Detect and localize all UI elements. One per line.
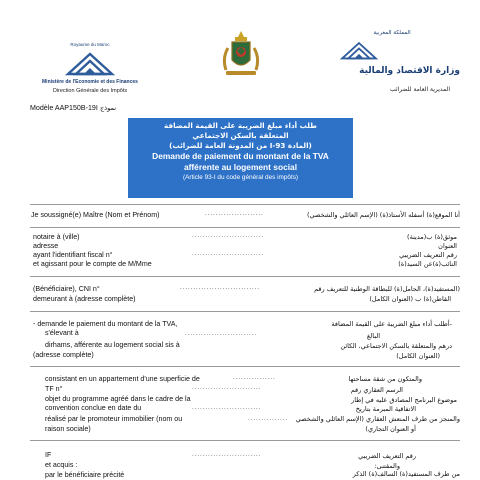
divider xyxy=(30,440,460,441)
divider xyxy=(30,311,460,312)
divider xyxy=(30,366,460,367)
identifiant-label: ayant l'identifiant fiscal n° xyxy=(33,251,113,259)
objet-label: objet du programme agréé dans le cadre de la xyxy=(45,395,191,403)
tf-label-ar: الرسم العقاري رقم xyxy=(350,386,403,394)
acquis-label-ar: والمقتنى: xyxy=(374,462,400,470)
je-soussigne-label-ar: أنا الموقع(ة) أسفله الأستاذ(ة) (الإسم العائلي والشخصي) xyxy=(306,211,460,219)
convention-date-field[interactable]: .......................... xyxy=(192,405,262,411)
demande-label-ar: -أطلب أداء مبلغ الضريبة على القيمة المضافة xyxy=(331,320,452,328)
objet-label-ar: موضوع البرنامج المصادق عليه في إطار xyxy=(351,396,457,404)
title-ar-line1: طلب أداء مبلغ الضريبة على القيمة المضافة xyxy=(164,121,317,130)
identifiant-label-ar: رقم التعريف الضريبي xyxy=(399,251,457,259)
acquis-label: et acquis : xyxy=(45,461,78,469)
right-logo-direction: المديرية العامة للضرائب xyxy=(390,86,450,93)
title-box xyxy=(128,118,353,198)
title-fr-line1: Demande de paiement du montant de la TVA xyxy=(152,151,329,161)
dirhams-label-ar: درهم والمتعلقة بالسكن الاجتماعي، الكائن xyxy=(340,342,452,350)
left-logo xyxy=(20,18,160,96)
divider xyxy=(30,227,460,228)
title-ar-line2: المتعلقة بالسكن الاجتماعي xyxy=(192,131,289,140)
elevant-label-ar: البالغ xyxy=(366,332,380,340)
tf-label: TF n° xyxy=(45,385,63,393)
identifiant-field[interactable]: ........................... xyxy=(192,251,265,257)
left-logo-royaume: Royaume du Maroc xyxy=(70,42,110,47)
right-logo xyxy=(322,30,462,106)
je-soussigne-field[interactable]: ...................... xyxy=(205,211,264,217)
elevant-label: s'élevant à xyxy=(45,329,79,337)
beneficiaire-label-ar: (المستفيد(ة)، الحامل(ة) للبطاقة الوطنية للتعريف رقم xyxy=(314,285,460,293)
tf-field[interactable]: .......................... xyxy=(192,385,262,391)
adresse-label-ar: العنوان xyxy=(438,242,457,250)
agissant-label-ar: النائب(ة)عن السيد(ة) xyxy=(398,260,457,268)
if-label-ar: رقم التعريف الضريبي xyxy=(358,452,416,460)
beneficiaire-field[interactable]: .............................. xyxy=(180,285,261,291)
par-label-ar: من طرف المستفيد(ة) السالف(ة) الذكر xyxy=(352,470,460,478)
je-soussigne-label: Je soussigné(e) Maître (Nom et Prénom) xyxy=(31,211,160,219)
realise-label: réalisé par le promoteur immobilier (nom ou xyxy=(45,415,183,423)
demande-label: - demande le paiement du montant de la TVA, xyxy=(33,320,178,328)
consistant-label-ar: والمتكون من شقة مساحتها xyxy=(348,375,422,383)
divider xyxy=(30,204,460,205)
demeurant-label: demeurant à (adresse complète) xyxy=(33,295,136,303)
beneficiaire-label: (Bénéficiaire), CNI n° xyxy=(33,285,100,293)
ministry-emblem-right-icon xyxy=(336,39,382,61)
realise-label-ar: والمنجز من طرف المنعش العقاري (الإسم العائلي والشخصي xyxy=(295,415,460,423)
adresse-label: adresse xyxy=(33,242,59,250)
title-fr-line2: afférente au logement social xyxy=(183,162,298,172)
convention-label: convention conclue en date du xyxy=(45,404,142,412)
model-label-ar: نموذج xyxy=(100,104,117,112)
promoteur-field[interactable]: ............... xyxy=(248,416,289,422)
notaire-field[interactable]: ........................... xyxy=(192,233,265,239)
ministry-emblem-icon xyxy=(60,50,120,76)
consistant-label: consistant en un appartement d'une superficie de xyxy=(45,375,200,383)
title-ar-line3: (المادة 93-I من المدونة العامة للضرائب) xyxy=(169,141,312,150)
left-logo-direction: Direction Générale des Impôts xyxy=(52,88,128,94)
superficie-field[interactable]: ................ xyxy=(233,375,276,381)
adresse-complete-label: (adresse complète) xyxy=(33,351,94,359)
adresse-complete-label-ar: (العنوان الكامل) xyxy=(396,352,440,360)
convention-label-ar: الاتفاقية المبرمة بتاريخ xyxy=(355,405,416,413)
model-label: Modèle AAP150B-19I xyxy=(30,104,98,112)
coat-of-arms-icon xyxy=(218,28,264,78)
dirhams-label: dirhams, afférente au logement social sis à xyxy=(45,341,180,349)
agissant-label: et agissant pour le compte de M/Mme xyxy=(33,260,152,268)
right-logo-royaume: المملكة المغربية xyxy=(373,30,411,36)
divider xyxy=(30,276,460,277)
if-field[interactable]: .......................... xyxy=(192,452,262,458)
left-logo-ministere: Ministère de l'Economie et des Finances xyxy=(42,79,138,85)
if-label: IF xyxy=(45,451,52,459)
right-logo-ministere: وزارة الاقتصاد والمالية xyxy=(359,66,460,76)
notaire-label: notaire à (ville) xyxy=(33,233,80,241)
raison-label: raison sociale) xyxy=(45,425,91,433)
demeurant-label-ar: القاطن(ة) ب (العنوان الكامل) xyxy=(369,295,451,303)
montant-field[interactable]: ........................... xyxy=(185,331,258,337)
title-fr-line3: (Article 93-I du code général des impôts) xyxy=(182,174,299,181)
par-label: par le bénéficiaire précité xyxy=(45,471,125,479)
notaire-label-ar: موثق(ة) ب(مدينة) xyxy=(407,233,457,241)
raison-label-ar: أو العنوان التجاري) xyxy=(365,425,416,433)
